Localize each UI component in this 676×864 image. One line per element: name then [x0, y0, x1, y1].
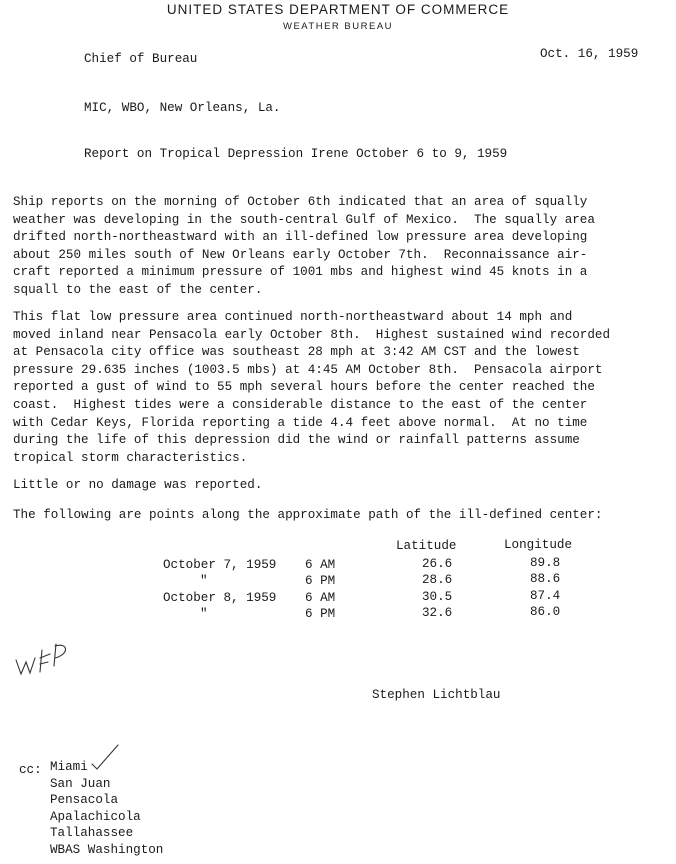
- paragraph-line: craft reported a minimum pressure of 1001 mbs and highest wind 45 knots in a: [13, 265, 588, 280]
- paragraph-line: coast. Highest tides were a considerable distance to the east of the center: [13, 397, 588, 412]
- paragraph-line: This flat low pressure area continued north-northeastward about 14 mph and: [13, 310, 573, 324]
- table-cell-latitude: 30.5: [422, 590, 453, 604]
- cc-recipient: San Juan: [50, 776, 111, 791]
- cc-recipient: Miami: [50, 760, 88, 774]
- paragraph-ship-reports: [13, 194, 663, 300]
- memo-to: Chief of Bureau: [84, 52, 198, 66]
- paragraph-line: with Cedar Keys, Florida reporting a tide 4.4 feet above normal. At no time: [13, 415, 588, 430]
- paragraph-line: Ship reports on the morning of October 6th indicated that an area of squally: [13, 195, 588, 209]
- handwritten-initials: [12, 638, 72, 680]
- table-header-latitude: Latitude: [396, 539, 457, 553]
- letterhead-bureau: WEATHER BUREAU: [282, 21, 394, 32]
- cc-recipient: Tallahassee: [50, 826, 134, 840]
- cc-recipient: Pensacola: [50, 793, 119, 807]
- paragraph-line: drifted north-northeastward with an ill-defined low pressure area developing: [13, 230, 588, 245]
- table-cell-latitude: 32.6: [422, 606, 453, 620]
- paragraph-line: at Pensacola city office was southeast 28 mph at 3:42 AM CST and the lowest: [13, 345, 580, 360]
- paragraph-line: during the life of this depression did the wind or rainfall patterns assume: [13, 433, 580, 448]
- table-cell-longitude: 86.0: [530, 605, 561, 619]
- check-mark-icon: [90, 742, 122, 772]
- table-cell-time: 6 PM: [305, 574, 336, 588]
- cc-recipient: Apalachicola: [50, 809, 141, 824]
- table-cell-time: 6 AM: [305, 591, 336, 605]
- table-cell-date: October 7, 1959: [163, 558, 277, 572]
- memo-subject: Report on Tropical Depression Irene October 6 to 9, 1959: [84, 147, 508, 161]
- paragraph-line: moved inland near Pensacola early October 8th. Highest sustained wind recorded: [13, 327, 611, 342]
- table-cell-date: ": [200, 607, 208, 621]
- paragraph-damage: [13, 477, 663, 495]
- paragraph-track-intro: [13, 507, 663, 525]
- paragraph-low-pressure: [13, 309, 663, 467]
- paragraph-line: reported a gust of wind to 55 mph several hours before the center reached the: [13, 380, 595, 395]
- table-cell-longitude: 89.8: [530, 556, 561, 570]
- memo-from: MIC, WBO, New Orleans, La.: [84, 101, 281, 115]
- cc-recipient: WBAS Washington: [50, 842, 164, 857]
- table-header-longitude: Longitude: [504, 538, 573, 552]
- cc-recipients: [50, 759, 350, 858]
- letterhead-department: UNITED STATES DEPARTMENT OF COMMERCE: [166, 2, 510, 17]
- table-cell-latitude: 26.6: [422, 557, 453, 571]
- table-cell-date: ": [200, 574, 208, 588]
- table-cell-time: 6 PM: [305, 607, 336, 621]
- cc-label: cc:: [19, 763, 42, 777]
- table-cell-time: 6 AM: [305, 558, 336, 572]
- paragraph-line: pressure 29.635 inches (1003.5 mbs) at 4:45 AM October 8th. Pensacola airport: [13, 362, 603, 377]
- signature-name: Stephen Lichtblau: [372, 688, 501, 702]
- paragraph-line: tropical storm characteristics.: [13, 450, 248, 465]
- table-cell-date: October 8, 1959: [163, 591, 277, 605]
- paragraph-line: weather was developing in the south-central Gulf of Mexico. The squally area: [13, 212, 595, 227]
- table-cell-longitude: 87.4: [530, 589, 561, 603]
- paragraph-line: squall to the east of the center.: [13, 282, 263, 297]
- memo-date: Oct. 16, 1959: [540, 47, 639, 61]
- table-cell-latitude: 28.6: [422, 573, 453, 587]
- table-cell-longitude: 88.6: [530, 572, 561, 586]
- paragraph-line: Little or no damage was reported.: [13, 478, 263, 492]
- paragraph-line: The following are points along the approximate path of the ill-defined center:: [13, 508, 603, 522]
- paragraph-line: about 250 miles south of New Orleans early October 7th. Reconnaissance air-: [13, 247, 588, 262]
